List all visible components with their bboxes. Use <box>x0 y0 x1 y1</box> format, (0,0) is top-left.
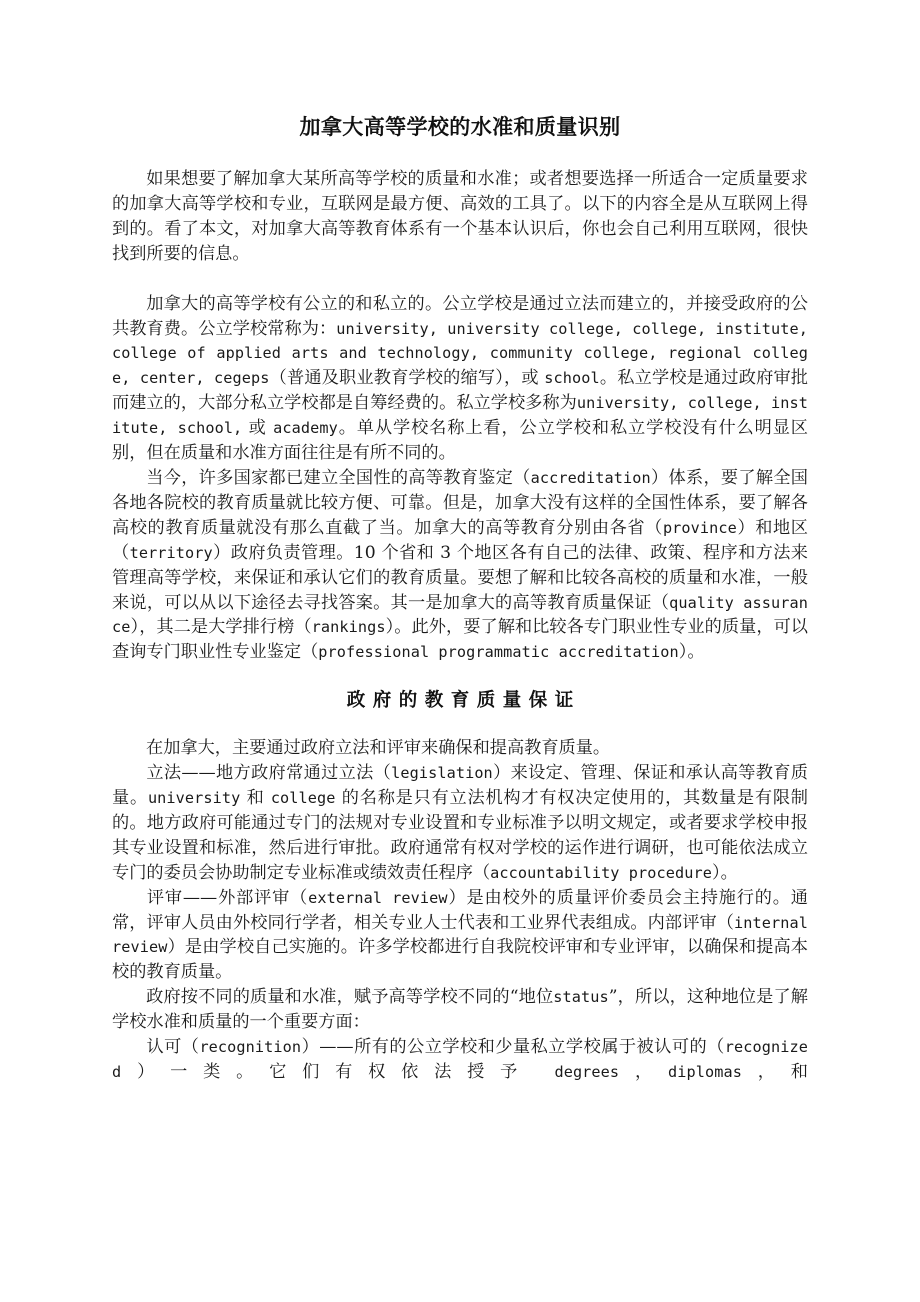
section-paragraph-legislation <box>112 761 808 886</box>
p3-segment-b: ）体系，要了解全国各地各院校的教育质量就比较方便、可靠。但是，加拿大没有这样的全国性体系，要了解各高校的教育质量就没有那么直截了当。加拿大的高等教育分别由各省（ <box>112 467 808 538</box>
p3-english-d: quality assurance <box>112 593 808 637</box>
p2-segment-a: 加拿大的高等学校有公立的和私立的。公立学校是通过立法而建立的，并接受政府的公共教育费。公立学校常称为： <box>112 293 808 339</box>
s2-english-d: accountability procedure <box>490 863 712 882</box>
s4-segment-b: ”，所以，这种地位是了解学校水准和质量的一个重要方面： <box>112 987 808 1033</box>
s2-segment-c: 和 <box>240 788 271 809</box>
p3-segment-a: 当今，许多国家都已建立全国性的高等教育鉴定（ <box>146 467 531 488</box>
title-spacer <box>112 142 808 167</box>
p3-english-e: rankings <box>311 618 386 637</box>
paragraph-school-types <box>112 292 808 466</box>
p3-segment-c: ）和地区（ <box>112 517 808 563</box>
p2-segment-e: 。单从学校名称上看，公立学校和私立学校没有什么明显区别，但在质量和水准方面往往是有所不同的。 <box>112 418 808 464</box>
s3-segment-c: ）是由学校自己实施的。许多学校都进行自我院校评审和专业评审，以确保和提高本校的教育质量。 <box>112 937 808 983</box>
s2-english-c: college <box>270 789 336 808</box>
p3-segment-g: ）。 <box>678 642 705 663</box>
s2-segment-d: 的名称是只有立法机构才有权决定使用的，其数量是有限制的。地方政府可能通过专门的法规对专业设置和专业标准予以明文规定，或者要求学校申报其专业设置和标准，然后进行审批。政府通常有权对学校的运作进行调研，也可能依法成立专门的委员会协助制定专业标准或绩效责任程序（ <box>112 788 808 883</box>
p3-segment-f: ）。此外，要了解和比较各专门职业性专业的质量，可以查询专门职业性专业鉴定（ <box>112 617 808 663</box>
p2-segment-d: 或 <box>242 418 274 439</box>
p3-segment-e: ），其二是大学排行榜（ <box>130 617 312 638</box>
paragraph-accreditation <box>112 466 808 665</box>
section-heading-government-quality-assurance: 政府的教育质量保证 <box>346 690 581 712</box>
paragraph-intro-text: 如果想要了解加拿大某所高等学校的质量和水准；或者想要选择一所适合一定质量要求的加拿大高等学校和专业，互联网是最方便、高效的工具了。以下的内容全是从互联网上得到的。看了本文，对加拿大高等教育体系有一个基本认识后，你也会自己利用互联网，很快找到所要的信息。 <box>112 169 808 264</box>
s5-segment-b: ）——所有的公立学校和少量私立学校属于被认可的（ <box>301 1037 725 1058</box>
s5-english-c: degrees <box>554 1063 620 1081</box>
s2-english-b: university <box>147 789 241 808</box>
s5-segment-c: ）一类。它们有权依法授予 <box>121 1062 555 1082</box>
section-paragraph-recognition <box>112 1035 808 1085</box>
p2-segment-b: （普通及职业教育学校的缩写），或 <box>269 368 545 389</box>
s3-english-a: external review <box>308 888 448 907</box>
p2-english-c: university, college, institute, school, <box>112 394 808 438</box>
p3-english-a: accreditation <box>530 468 651 487</box>
s5-segment-a: 认可（ <box>146 1037 200 1058</box>
s1-text: 在加拿大，主要通过政府立法和评审来确保和提高教育质量。 <box>146 738 611 759</box>
p3-english-f: professional programmatic accreditation <box>318 643 679 662</box>
document-body <box>112 0 808 1085</box>
s2-english-a: legislation <box>391 764 493 783</box>
s4-english-a: status <box>553 988 609 1007</box>
s4-segment-a: 政府按不同的质量和水准，赋予高等学校不同的“地位 <box>146 987 554 1008</box>
s3-segment-b: ）是由校外的质量评价委员会主持施行的。通常，评审人员由外校同行学者，相关专业人士代表和工业界代表组成。内部评审（ <box>112 887 808 933</box>
s3-english-b: internal review <box>112 913 808 957</box>
paragraph-intro <box>112 167 808 267</box>
p2-english-a: university, university college, college, institute, college of applied arts and technology, community college, regional college, center, cegeps <box>112 319 808 388</box>
p3-english-c: territory <box>129 543 213 562</box>
s2-segment-a: 立法——地方政府常通过立法（ <box>146 763 392 784</box>
p3-segment-d: ）政府负责管理。10 个省和 3 个地区各有自己的法律、政策、程序和方法来管理高等学校，来保证和承认它们的教育质量。要想了解和比较各高校的质量和水准，一般来说，可以从以下途径去寻找答案。其一是加拿大的高等教育质量保证（ <box>112 542 808 613</box>
section-paragraph-review <box>112 886 808 986</box>
s5-english-d: diplomas <box>668 1063 742 1081</box>
p2-segment-c: 。私立学校是通过政府审批而建立的，大部分私立学校都是自筹经费的。私立学校多称为 <box>112 368 808 414</box>
p2-english-d: academy <box>273 419 338 438</box>
s3-segment-a: 评审——外部评审（ <box>146 887 309 908</box>
s5-segment-e: ，和 <box>741 1062 808 1082</box>
s2-segment-b: ）来设定、管理、保证和承认高等教育质量。 <box>112 763 808 809</box>
page-title: 加拿大高等学校的水准和质量识别 <box>299 115 621 139</box>
p2-english-b: school <box>544 369 600 388</box>
section-paragraph-status <box>112 985 808 1035</box>
s5-segment-d: ， <box>619 1062 669 1082</box>
s5-english-b: recognized <box>112 1038 808 1081</box>
s5-english-a: recognition <box>199 1038 302 1057</box>
p3-english-b: province <box>662 518 737 537</box>
section-paragraph-overview <box>112 736 808 761</box>
s2-segment-e: ）。 <box>712 862 738 883</box>
paragraph-spacer <box>112 267 808 292</box>
